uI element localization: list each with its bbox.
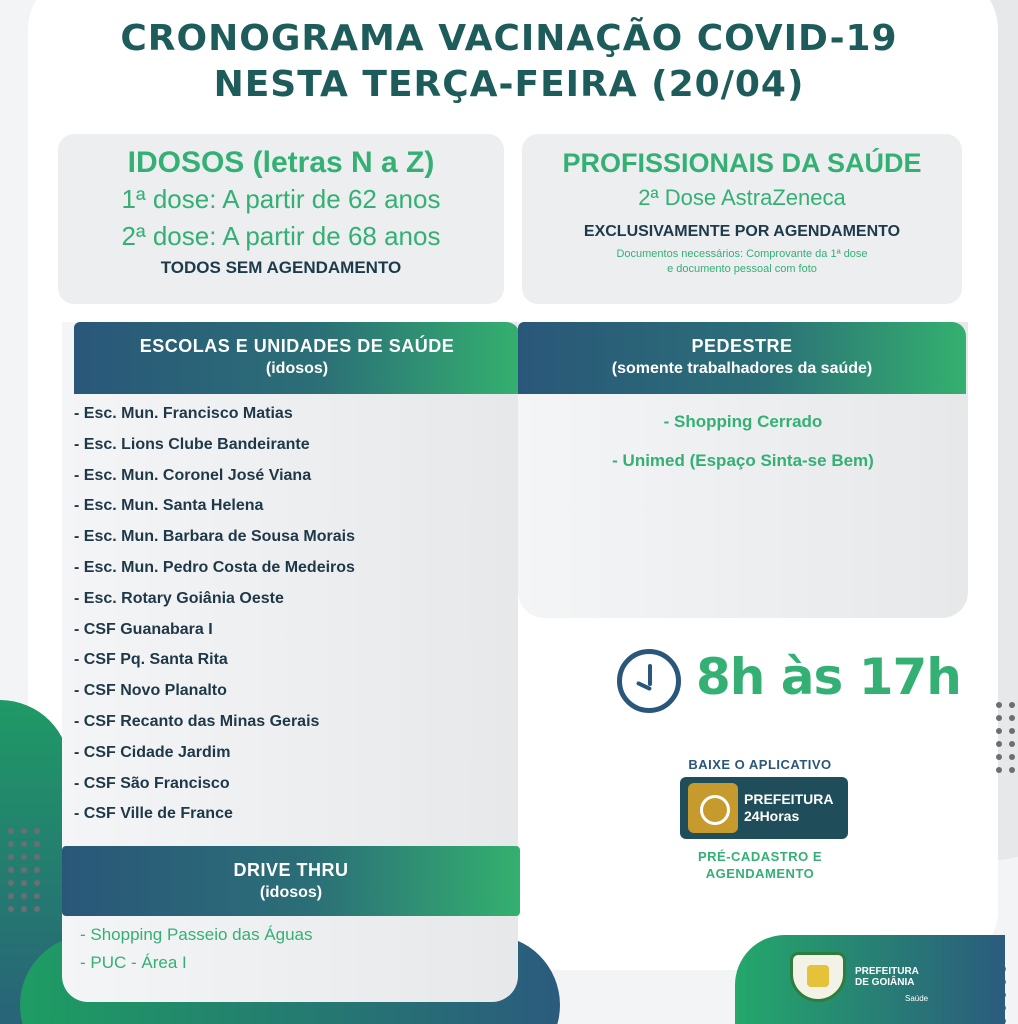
app-cta: [640, 848, 880, 882]
idosos-card: [58, 134, 504, 304]
list-item: - CSF Novo Planalto: [74, 682, 227, 700]
escolas-banner: [74, 322, 520, 394]
list-item: - Unimed (Espaço Sinta-se Bem): [612, 451, 874, 470]
app-name: [744, 791, 833, 825]
clock-icon: [617, 649, 681, 713]
app-download-label: BAIXE O APLICATIVO: [688, 757, 832, 772]
app-building-icon: [688, 783, 738, 833]
dot-pattern-left: [8, 828, 40, 912]
dot-pattern-right: [996, 702, 1015, 773]
drive-thru-banner: [62, 846, 520, 916]
app-cta-line1: PRÉ-CADASTRO E: [697, 849, 822, 864]
profissionais-note: EXCLUSIVAMENTE POR AGENDAMENTO: [583, 223, 901, 240]
page-title-line1: CRONOGRAMA VACINAÇÃO COVID-19: [120, 18, 898, 59]
list-item: - Esc. Mun. Santa Helena: [74, 497, 264, 515]
list-item: - Esc. Rotary Goiânia Oeste: [74, 589, 284, 607]
hours-text: 8h às 17h: [696, 648, 961, 706]
footer-logo-line2: DE GOIÂNIA: [855, 977, 915, 988]
footer-logo-text: [855, 966, 919, 988]
idosos-dose1: 1ª dose: A partir de 62 anos: [121, 184, 441, 214]
drive-thru-subtitle: (idosos): [259, 884, 323, 901]
profissionais-docs-line2: e documento pessoal com foto: [667, 263, 817, 275]
pedestre-subtitle: (somente trabalhadores da saúde): [611, 360, 873, 377]
list-item: - Esc. Mun. Pedro Costa de Medeiros: [74, 558, 355, 576]
drive-thru-title: DRIVE THRU: [233, 860, 349, 880]
pedestre-list: [518, 412, 968, 490]
list-item: - CSF Pq. Santa Rita: [74, 651, 228, 669]
list-item: - Shopping Cerrado: [663, 412, 823, 431]
drive-thru-list: [80, 925, 313, 981]
escolas-subtitle: (idosos): [265, 360, 329, 377]
pedestre-title: PEDESTRE: [691, 336, 793, 356]
page-title-line2: NESTA TERÇA-FEIRA (20/04): [213, 64, 805, 105]
app-cta-line2: AGENDAMENTO: [705, 866, 815, 881]
list-item: - Esc. Mun. Francisco Matias: [74, 405, 293, 422]
list-item: - CSF Recanto das Minas Gerais: [74, 712, 320, 730]
profissionais-docs-line1: Documentos necessários: Comprovante da 1ª dose: [616, 248, 868, 260]
escolas-list: [74, 403, 355, 834]
list-item: - CSF Guanabara I: [74, 620, 213, 638]
app-name-line1: PREFEITURA: [744, 791, 834, 807]
footer-logo-sub: Saúde: [905, 994, 929, 1003]
profissionais-dose: 2ª Dose AstraZeneca: [638, 185, 846, 210]
app-badge: [680, 777, 848, 839]
list-item: - Esc. Lions Clube Bandeirante: [74, 435, 310, 453]
list-item: - Esc. Mun. Barbara de Sousa Morais: [74, 528, 355, 546]
footer-logo-line1: PREFEITURA: [855, 966, 919, 977]
pedestre-banner: [518, 322, 966, 394]
profissionais-title: PROFISSIONAIS DA SAÚDE: [562, 148, 922, 178]
profissionais-docs: [522, 247, 962, 277]
idosos-note: TODOS SEM AGENDAMENTO: [160, 258, 402, 277]
idosos-title: IDOSOS (letras N a Z): [127, 146, 435, 179]
profissionais-card: [522, 134, 962, 304]
escolas-title: ESCOLAS E UNIDADES DE SAÚDE: [139, 336, 455, 356]
list-item: - Esc. Mun. Coronel José Viana: [74, 466, 312, 484]
idosos-dose2: 2ª dose: A partir de 68 anos: [121, 221, 441, 251]
list-item: - PUC - Área I: [80, 953, 187, 972]
app-name-line2: 24Horas: [744, 808, 800, 824]
list-item: - CSF Cidade Jardim: [74, 743, 231, 761]
list-item: - CSF Ville de France: [74, 805, 233, 823]
list-item: - Shopping Passeio das Águas: [80, 925, 313, 944]
list-item: - CSF São Francisco: [74, 774, 230, 792]
